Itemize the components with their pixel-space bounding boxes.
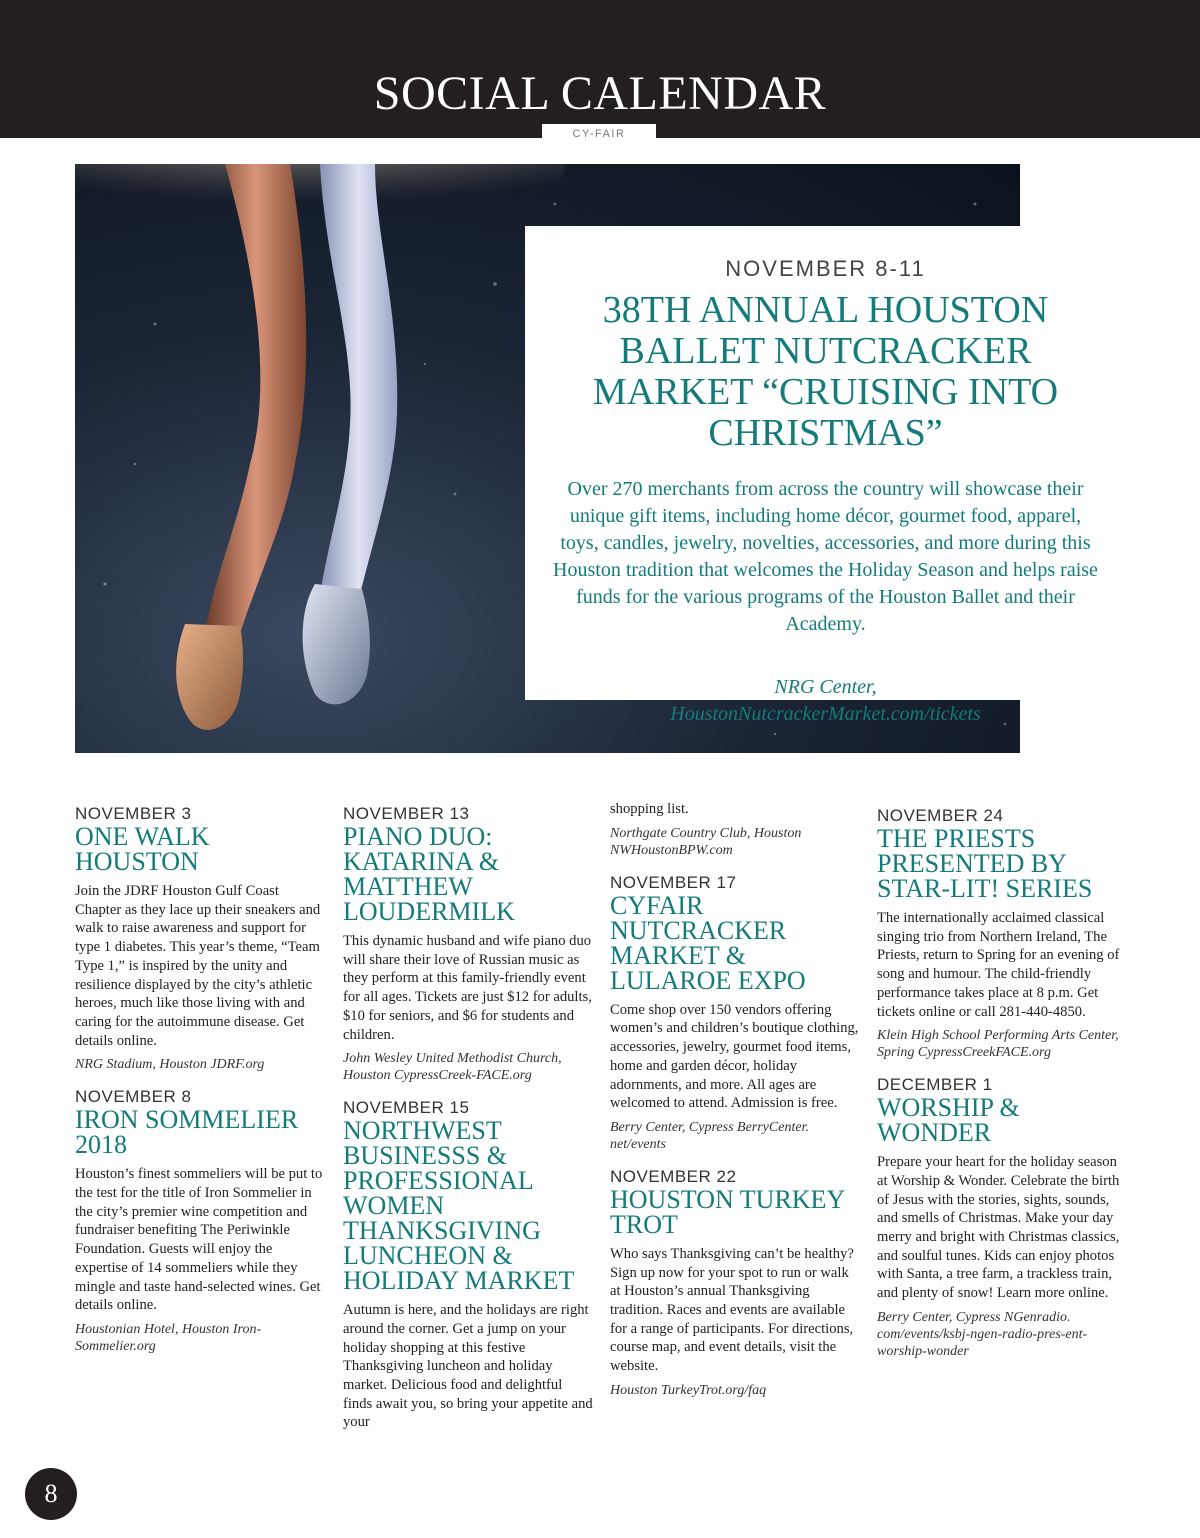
event-date: NOVEMBER 24 bbox=[877, 806, 1004, 825]
event-venue: Klein High School Performing Arts Center, Spring CypressCreekFACE.org bbox=[877, 1028, 1119, 1061]
event-entry bbox=[610, 1167, 860, 1399]
event-description: Houston’s finest sommeliers will be put to the test for the title of Iron Sommelier in the city’s premier wine competition and fundraiser benefiting The Periwinkle Foundation. Guests will enjoy the expertise of 14 sommeliers while they mingle and taste hand-selected wines. Get details online. bbox=[75, 1166, 323, 1314]
featured-event-description: Over 270 merchants from across the country will showcase their unique gift items, including home décor, gourmet food, apparel, toys, candles, jewelry, novelties, accessories, and more during this Houston tradition that welcomes the Holiday Season and helps raise funds for the various programs of the Houston Ballet and their Academy. bbox=[553, 478, 1098, 635]
event-date: NOVEMBER 13 bbox=[343, 804, 470, 823]
event-title: CYFAIR NUTCRACKER MARKET & LULAROE EXPO bbox=[610, 890, 806, 995]
event-date: NOVEMBER 3 bbox=[75, 804, 192, 823]
featured-event-venue bbox=[549, 674, 1102, 728]
page-number: 8 bbox=[25, 1468, 77, 1520]
event-entry bbox=[610, 873, 860, 1153]
event-date: NOVEMBER 17 bbox=[610, 872, 737, 892]
event-title: WORSHIP & WONDER bbox=[877, 1093, 1020, 1148]
event-description: Who says Thanksgiving can’t be healthy? Sign up now for your spot to run or walk at Houston’s annual Thanksgiving tradition. Races and events are available for a range of participants. For directions, course map, and event details, visit the website. bbox=[610, 1245, 854, 1375]
event-entry-continued bbox=[610, 800, 860, 859]
edition-tab: CY-FAIR bbox=[542, 124, 656, 144]
event-venue: Houstonian Hotel, Houston Iron-Sommelier.org bbox=[75, 1321, 262, 1354]
event-description: Come shop over 150 vendors offering women’s and children’s boutique clothing, accessories, jewelry, gourmet food items, home and garden décor, holiday adornments, and more. All ages are welcomed to attend. Admission is free. bbox=[610, 1001, 859, 1112]
event-description: Prepare your heart for the holiday season at Worship & Wonder. Celebrate the birth of Jesus with the stories, sights, sounds, and smells of Christmas. Make your day merry and bright with Christmas classics, and soulful tunes. Kids can enjoy photos with Santa, a tree farm, a trackless train, and plenty of snow! Learn more online. bbox=[877, 1154, 1120, 1302]
featured-event-date: NOVEMBER 8-11 bbox=[725, 256, 926, 281]
event-date: NOVEMBER 15 bbox=[343, 1098, 470, 1118]
calendar-column-2 bbox=[343, 804, 593, 1446]
event-entry bbox=[343, 804, 593, 1084]
event-date: NOVEMBER 22 bbox=[610, 1166, 737, 1186]
event-entry bbox=[75, 804, 325, 1073]
event-date: DECEMBER 1 bbox=[877, 1075, 993, 1095]
event-title: HOUSTON TURKEY TROT bbox=[610, 1184, 845, 1239]
calendar-column-3 bbox=[610, 800, 860, 1413]
calendar-column-4 bbox=[877, 806, 1127, 1374]
event-venue: Berry Center, Cypress NGenradio. com/events/ksbj-ngen-radio-pres-ent-worship-wonder bbox=[877, 1309, 1088, 1359]
event-entry bbox=[877, 806, 1127, 1061]
event-title: ONE WALK HOUSTON bbox=[75, 822, 210, 876]
event-description: Autumn is here, and the holidays are right around the corner. Get a jump on your holiday shopping at this festive Thanksgiving luncheon and holiday market. Delicious food and delightful finds await you, so bring your appetite and your bbox=[343, 1302, 593, 1431]
section-title: SOCIAL CALENDAR bbox=[373, 67, 827, 120]
event-entry bbox=[343, 1098, 593, 1432]
event-description: The internationally acclaimed classical singing trio from Northern Ireland, The Priests, return to Spring for an evening of song and humour. The child-friendly performance takes place at 8 p.m. Get tickets online or call 281-440-4850. bbox=[877, 910, 1120, 1020]
featured-event-title: 38TH ANNUAL HOUSTON BALLET NUTCRACKER MARKET “CRUISING INTO CHRISTMAS” bbox=[592, 289, 1059, 454]
event-description: This dynamic husband and wife piano duo will share their love of Russian music as they perform at this family-friendly event for all ages. Tickets are just $12 for adults, $10 for seniors, and $6 for students and children. bbox=[343, 933, 592, 1043]
event-title: IRON SOMMELIER 2018 bbox=[75, 1105, 299, 1160]
event-entry bbox=[877, 1075, 1127, 1360]
featured-event bbox=[525, 226, 1126, 725]
event-venue: NRG Stadium, Houston JDRF.org bbox=[75, 1057, 265, 1073]
masthead bbox=[0, 0, 1200, 138]
event-title: PIANO DUO: KATARINA & MATTHEW LOUDERMILK bbox=[343, 822, 515, 926]
featured-event-venue-name: NRG Center, bbox=[774, 676, 877, 698]
event-description-continued: shopping list. bbox=[610, 801, 689, 817]
event-venue: Berry Center, Cypress BerryCenter. net/events bbox=[610, 1119, 809, 1152]
event-venue: Houston TurkeyTrot.org/faq bbox=[610, 1382, 767, 1398]
event-venue: Northgate Country Club, Houston NWHoustonBPW.com bbox=[610, 825, 802, 858]
featured-event-link[interactable]: HoustonNutcrackerMarket.com/tickets bbox=[670, 703, 981, 725]
event-title: THE PRIESTS PRESENTED BY STAR-LIT! SERIES bbox=[877, 824, 1093, 903]
event-date: NOVEMBER 8 bbox=[75, 1087, 192, 1107]
event-venue: John Wesley United Methodist Church, Houston CypressCreek-FACE.org bbox=[343, 1051, 562, 1084]
event-title: NORTHWEST BUSINESSS & PROFESSIONAL WOMEN THANKSGIVING LUNCHEON & HOLIDAY MARKET bbox=[343, 1116, 575, 1296]
event-description: Join the JDRF Houston Gulf Coast Chapter as they lace up their sneakers and walk to raise awareness and support for type 1 diabetes. This year’s theme, “Team Type 1,” is inspired by the unity and resilience displayed by the city’s athletic heroes, much like those living with and caring for the autoimmune disease. Get details online. bbox=[75, 883, 321, 1049]
calendar-column-1 bbox=[75, 804, 325, 1369]
event-entry bbox=[75, 1087, 325, 1355]
